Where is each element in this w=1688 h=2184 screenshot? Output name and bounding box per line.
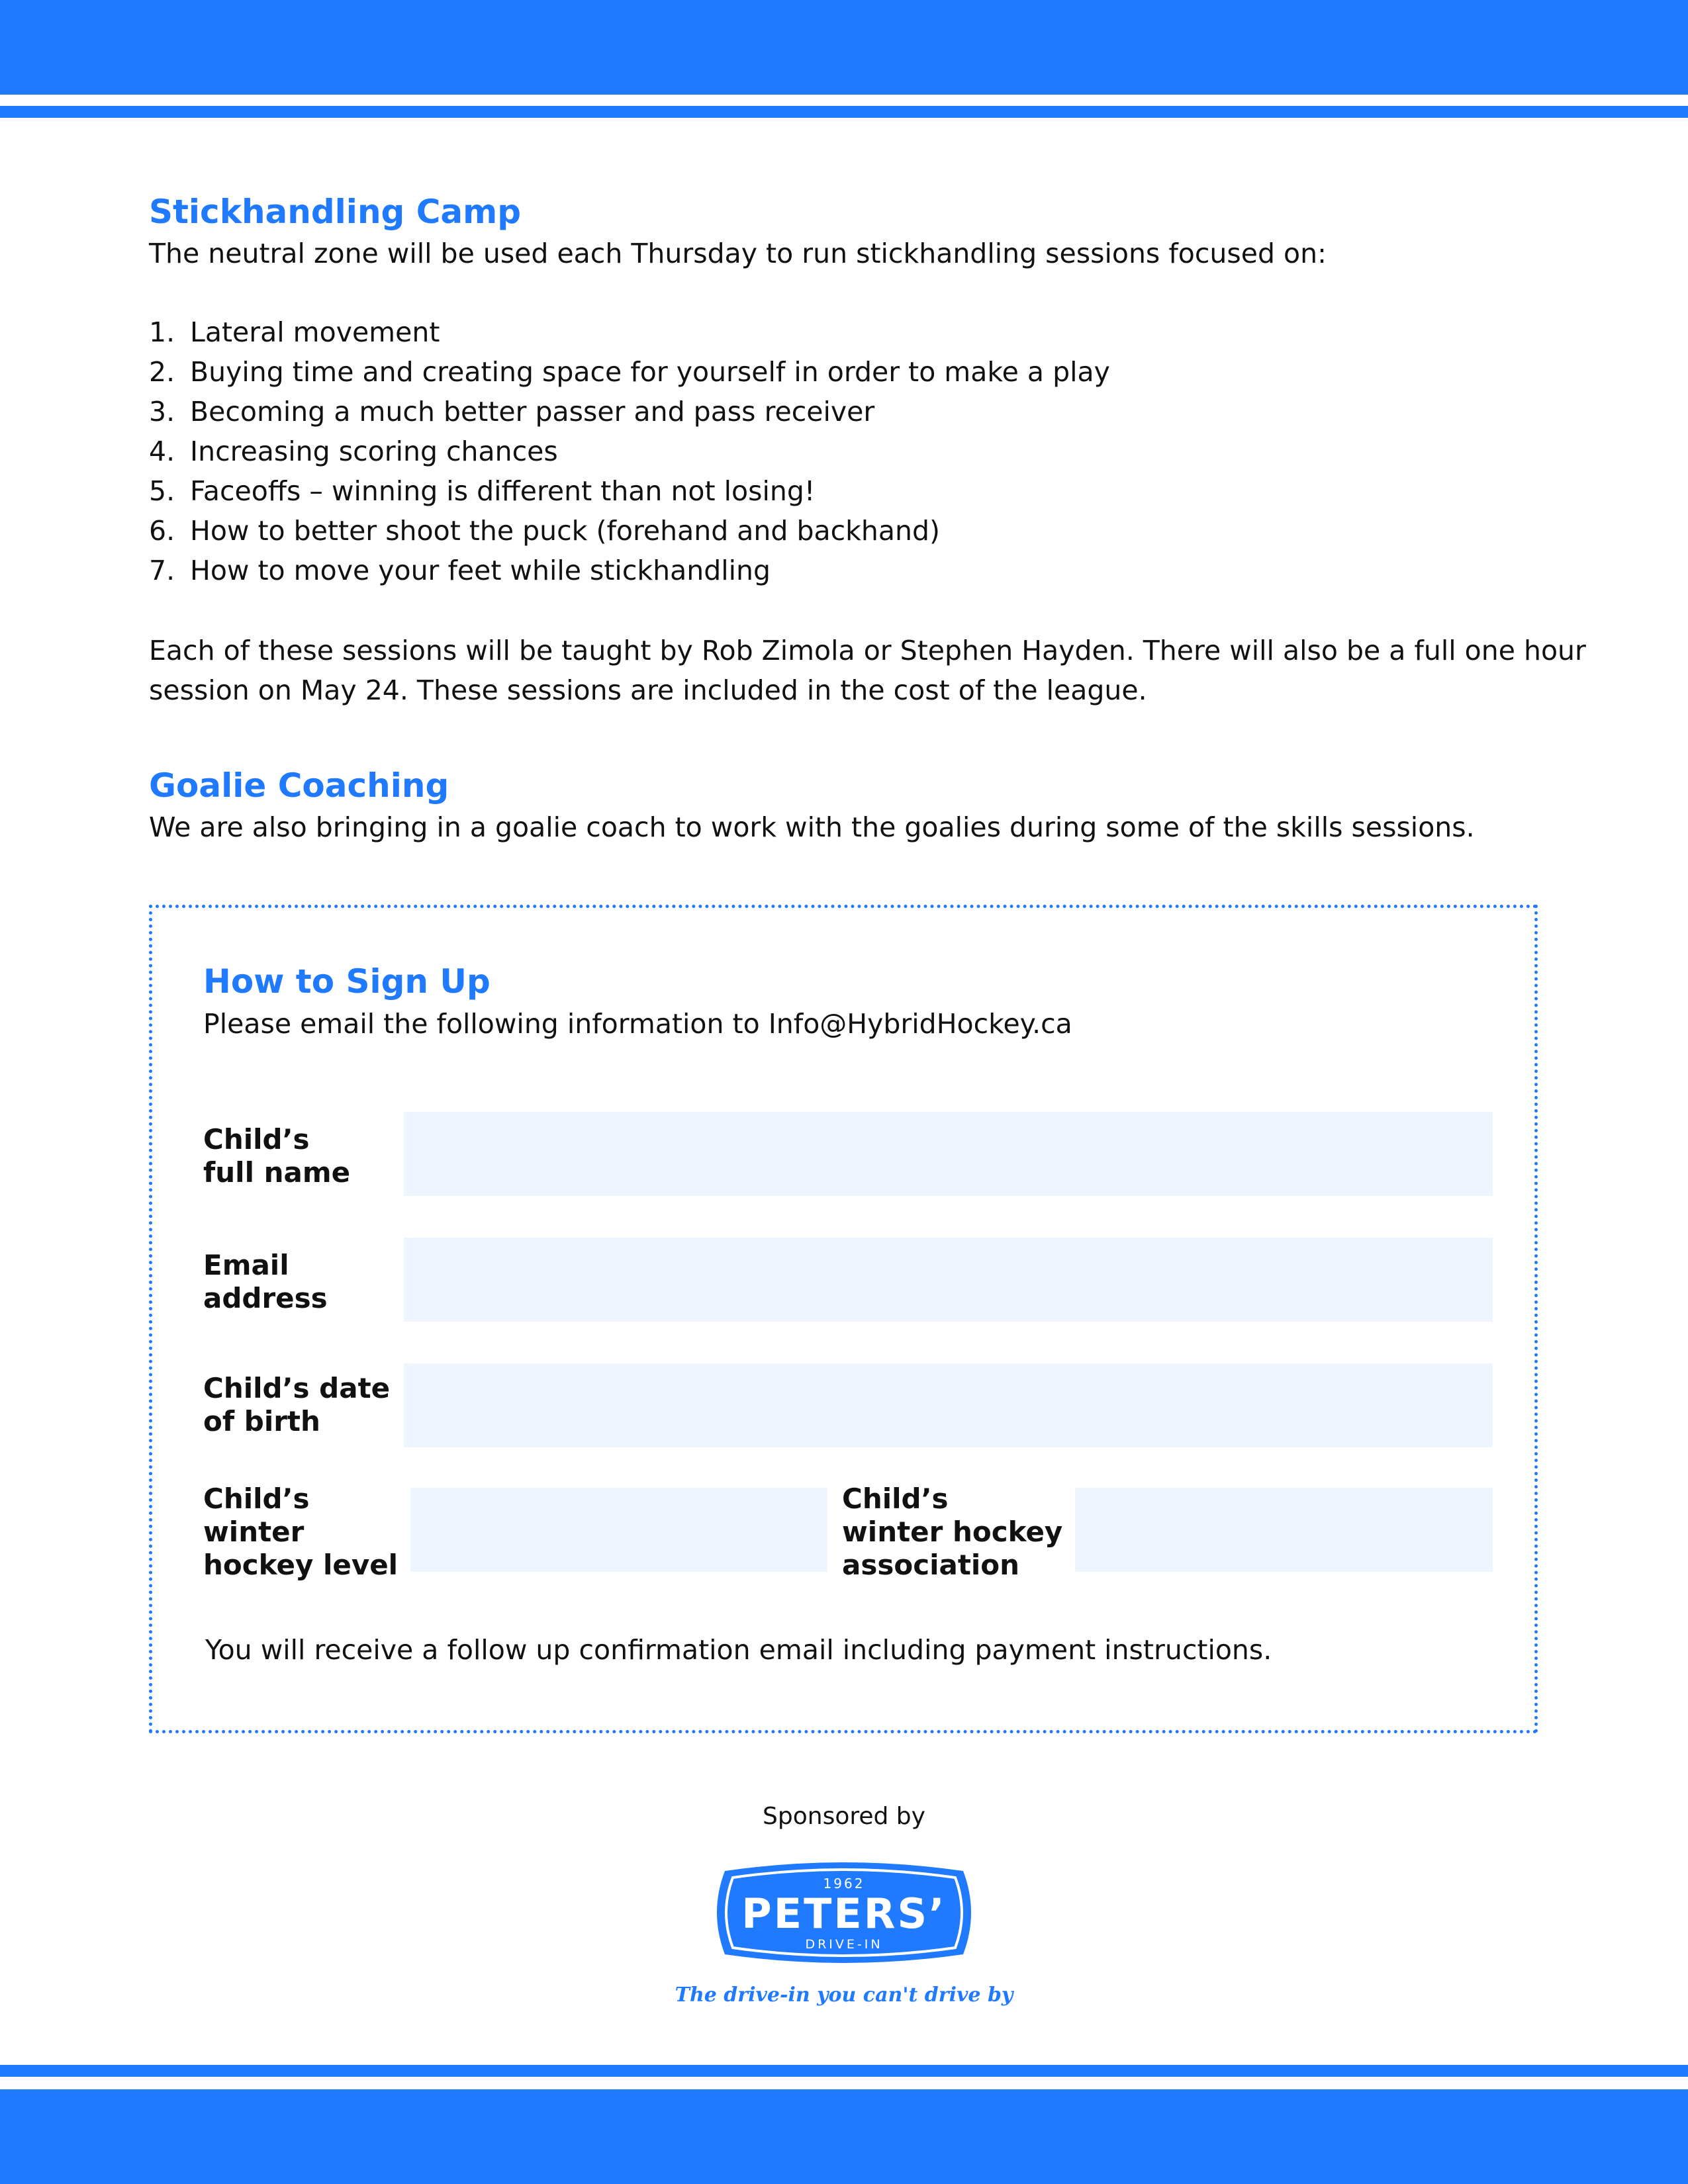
child-name-field[interactable] bbox=[404, 1112, 1493, 1196]
list-item-number: 2. bbox=[149, 356, 175, 388]
list-item-text: How to better shoot the puck (forehand and backhand) bbox=[190, 515, 941, 547]
list-item bbox=[149, 352, 1110, 392]
list-item bbox=[149, 392, 1110, 432]
goalie-heading: Goalie Coaching bbox=[149, 766, 449, 805]
child-name-label: Child’s full name bbox=[203, 1123, 351, 1189]
stickhandling-intro: The neutral zone will be used each Thursday to run stickhandling sessions focused on: bbox=[149, 238, 1327, 269]
confirmation-note: You will receive a follow up confirmation email including payment instructions. bbox=[205, 1634, 1272, 1666]
list-item-number: 7. bbox=[149, 555, 175, 586]
list-item bbox=[149, 312, 1110, 352]
hockey-level-label: Child’s winter hockey level bbox=[203, 1482, 399, 1581]
hockey-level-field[interactable] bbox=[410, 1488, 827, 1572]
list-item bbox=[149, 511, 1110, 551]
list-item-number: 4. bbox=[149, 435, 175, 467]
list-item bbox=[149, 551, 1110, 590]
bottom-footer-rule bbox=[0, 2065, 1688, 2077]
list-item-number: 3. bbox=[149, 396, 175, 428]
list-item-number: 1. bbox=[149, 316, 175, 348]
signup-heading: How to Sign Up bbox=[203, 962, 491, 1001]
signup-instruction: Please email the following information to Info@HybridHockey.ca bbox=[203, 1008, 1072, 1040]
logo-subtitle: DRIVE-IN bbox=[805, 1937, 883, 1952]
list-item-text: Becoming a much better passer and pass receiver bbox=[190, 396, 875, 428]
logo-year: 1962 bbox=[823, 1876, 865, 1891]
bottom-footer-band bbox=[0, 2089, 1688, 2184]
list-item-text: Lateral movement bbox=[190, 316, 440, 348]
stickhandling-heading: Stickhandling Camp bbox=[149, 193, 522, 231]
top-header-rule bbox=[0, 106, 1688, 118]
dob-field[interactable] bbox=[404, 1363, 1493, 1447]
top-header-band bbox=[0, 0, 1688, 95]
logo-name: PETERS’ bbox=[741, 1889, 947, 1938]
list-item-text: Faceoffs – winning is different than not losing! bbox=[190, 475, 816, 507]
list-item-number: 6. bbox=[149, 515, 175, 547]
hockey-association-label: Child’s winter hockey association bbox=[842, 1482, 1063, 1581]
hockey-association-field[interactable] bbox=[1075, 1488, 1493, 1572]
goalie-text: We are also bringing in a goalie coach to work with the goalies during some of the skills sessions. bbox=[149, 811, 1475, 843]
stickhandling-note-line-1: Each of these sessions will be taught by Rob Zimola or Stephen Hayden. There will also be a full one hour bbox=[149, 635, 1586, 666]
email-label: Email address bbox=[203, 1249, 328, 1314]
list-item-text: Increasing scoring chances bbox=[190, 435, 558, 467]
logo-badge bbox=[705, 1856, 983, 1969]
list-item-number: 5. bbox=[149, 475, 175, 507]
list-item bbox=[149, 432, 1110, 471]
sponsor-tagline: The drive-in you can't drive by bbox=[675, 1983, 1013, 2007]
list-item-text: How to move your feet while stickhandling bbox=[190, 555, 771, 586]
stickhandling-topics-list bbox=[149, 312, 1110, 590]
list-item bbox=[149, 471, 1110, 511]
dob-label: Child’s date of birth bbox=[203, 1372, 391, 1437]
email-field[interactable] bbox=[404, 1238, 1493, 1322]
sponsor-label: Sponsored by bbox=[763, 1803, 925, 1830]
peters-drive-in-logo bbox=[705, 1856, 983, 1969]
stickhandling-note-line-2: session on May 24. These sessions are included in the cost of the league. bbox=[149, 674, 1147, 706]
list-item-text: Buying time and creating space for yourself in order to make a play bbox=[190, 356, 1110, 388]
